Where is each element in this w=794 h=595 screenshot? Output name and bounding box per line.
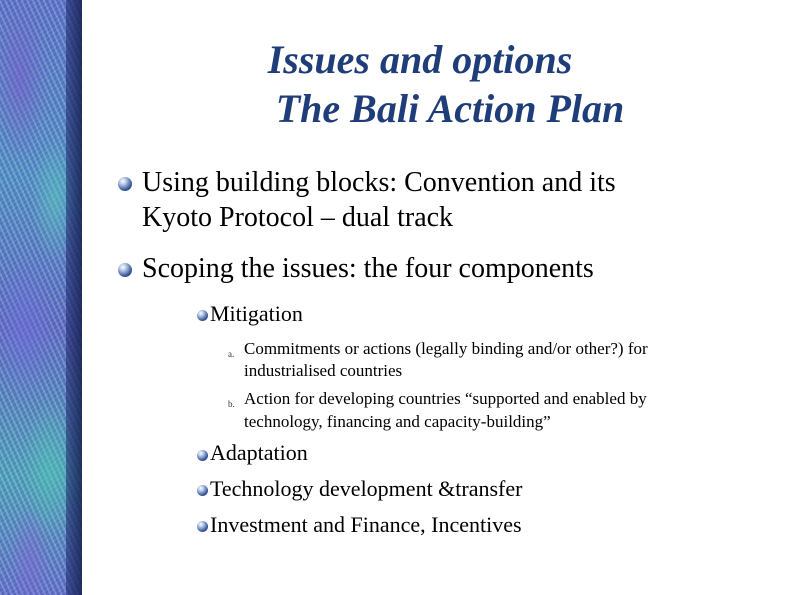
component-investment: Investment and Finance, Incentives <box>210 512 522 537</box>
sub-item-b-line1: Action for developing countries “supported and enabled by <box>244 389 647 408</box>
bullet-1-line1: Using building blocks: Convention and its <box>142 167 616 198</box>
sub-item-a-line1: Commitments or actions (legally binding and/or other?) for <box>244 339 648 358</box>
component-technology: Technology development &transfer <box>210 476 523 501</box>
sub-item-b-line2: technology, financing and capacity-building” <box>244 412 551 431</box>
sphere-bullet-icon <box>197 450 208 461</box>
sphere-bullet-icon <box>118 263 132 277</box>
slide-title-line2: The Bali Action Plan <box>275 86 625 131</box>
decorative-sidebar <box>0 0 82 595</box>
slide-title-line1: Issues and options <box>267 37 573 82</box>
bullet-2-line1: Scoping the issues: the four components <box>142 253 594 284</box>
sub-item-a-marker: a. <box>228 349 235 359</box>
sub-item-a-line2: industrialised countries <box>244 361 403 380</box>
sub-item-b-marker: b. <box>228 399 235 409</box>
sphere-bullet-icon <box>197 521 208 532</box>
sphere-bullet-icon <box>118 177 132 191</box>
component-adaptation: Adaptation <box>210 440 308 465</box>
sphere-bullet-icon <box>197 485 208 496</box>
sphere-bullet-icon <box>197 310 208 321</box>
bullet-1-line2: Kyoto Protocol – dual track <box>142 202 454 233</box>
component-mitigation: Mitigation <box>210 301 303 326</box>
sidebar-edge <box>66 0 82 595</box>
